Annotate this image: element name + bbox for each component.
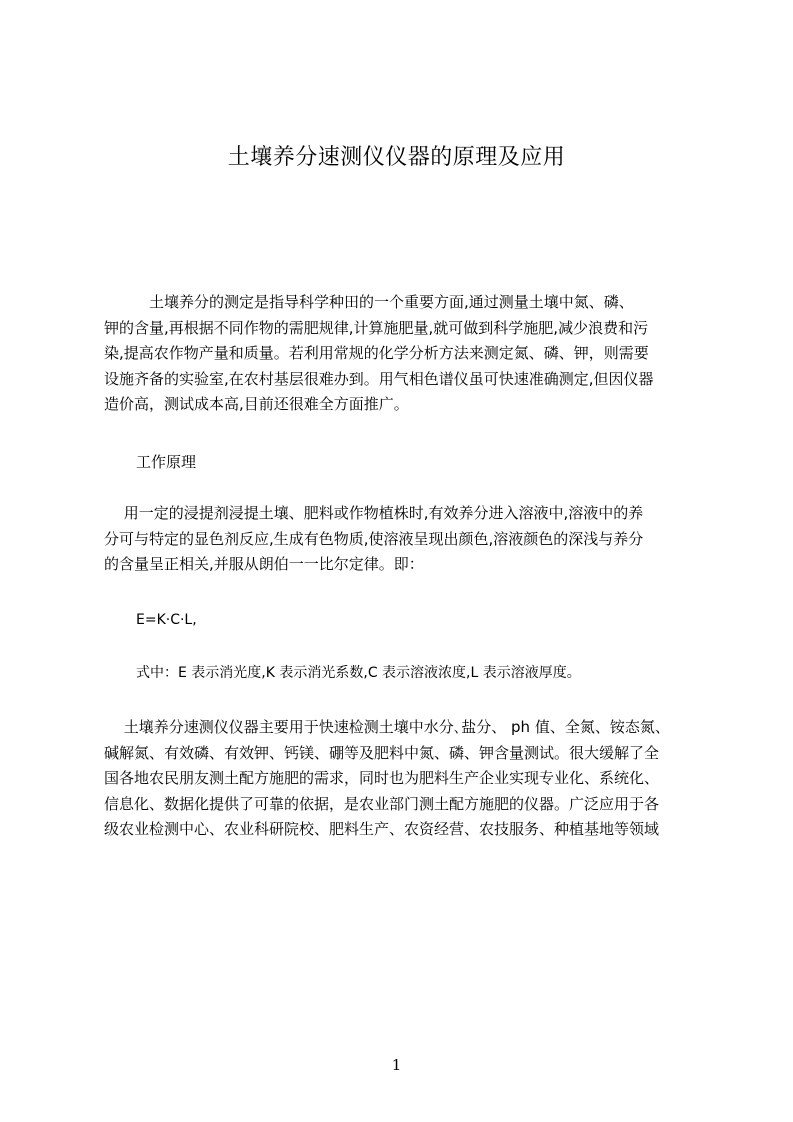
page-title: 土壤养分速测仪仪器的原理及应用	[227, 145, 566, 170]
principle-paragraph	[104, 501, 704, 578]
paragraph-line: 土壤养分速测仪仪器主要用于快速检测土壤中水分､盐分、 ph 值、全氮、铵态氮、	[104, 718, 670, 736]
section-heading-principle: 工作原理	[136, 453, 197, 471]
page-number: 1	[391, 1056, 402, 1074]
formula: E=K·C·L,	[136, 612, 197, 628]
paragraph-line: 碱解氮、有效磷、有效钾、钙镁、硼等及肥料中氮、磷、钾含量测试。很大缓解了全	[104, 743, 660, 762]
paragraph-line: 用一定的浸提剂浸提土壤、肥料或作物植株时,有效养分进入溶液中,溶液中的养	[104, 504, 644, 522]
paragraph-line: 造价高，测试成本高,目前还很难全方面推广。	[104, 395, 409, 413]
paragraph-line: 信息化、数据化提供了可靠的依据，是农业部门测土配方施肥的仪器。广泛应用于各	[104, 794, 660, 813]
paragraph-line: 国各地农民朋友测土配方施肥的需求，同时也为肥料生产企业实现专业化、系统化、	[104, 769, 660, 787]
paragraph-line: 设施齐备的实验室,在农村基层很难办到。用气相色谱仪虽可快速准确测定,但因仪器	[104, 369, 654, 388]
formula-legend: 式中：E 表示消光度,K 表示消光系数,C 表示溶液浓度,L 表示溶液厚度。	[136, 665, 581, 681]
intro-paragraph	[104, 290, 704, 418]
paragraph-line: 级农业检测中心、农业科研院校、肥料生产、农资经营、农技服务、种植基地等领域	[104, 820, 660, 838]
paragraph-line: 土壤养分的测定是指导科学种田的一个重要方面,通过测量土壤中氮、磷、	[104, 293, 634, 311]
application-paragraph	[104, 715, 704, 843]
paragraph-line: 钾的含量,再根据不同作物的需肥规律,计算施肥量,就可做到科学施肥,减少浪费和污	[104, 318, 649, 337]
paragraph-line: 分可与特定的显色剂反应,生成有色物质,使溶液呈现出颜色,溶液颜色的深浅与养分	[104, 529, 644, 548]
paragraph-line: 染,提高农作物产量和质量。若利用常规的化学分析方法来测定氮、磷、钾，则需要	[104, 344, 649, 362]
paragraph-line: 的含量呈正相关,并服从朗伯一一比尔定律。即：	[104, 555, 424, 573]
